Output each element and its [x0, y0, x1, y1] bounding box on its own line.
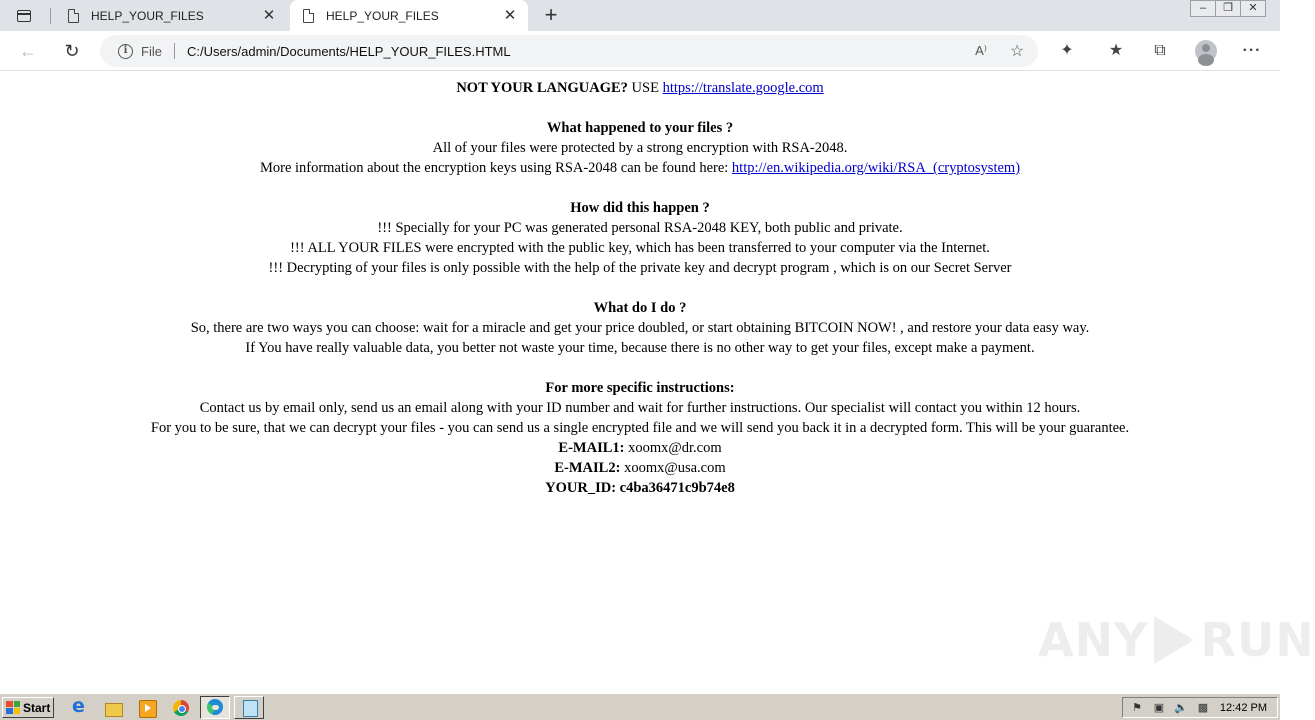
tab-actions-icon: [17, 10, 31, 22]
window-controls: [1191, 0, 1266, 18]
how-happened-text-3: !!! Decrypting of your files is only possible with the help of the private key and decrypt program , which is on our Secret Server: [268, 260, 1012, 276]
info-icon[interactable]: i: [118, 44, 133, 59]
file-explorer-icon[interactable]: [103, 698, 123, 718]
start-label: Start: [23, 700, 51, 715]
email1-line: [0, 438, 1280, 458]
language-line: [0, 78, 1280, 98]
email1-label: E-MAIL1:: [558, 440, 625, 456]
close-window-button[interactable]: ✕: [1240, 0, 1266, 17]
flag-icon[interactable]: ⚑: [1132, 701, 1142, 714]
reload-icon: ↻: [64, 41, 80, 61]
id-label: YOUR_ID:: [545, 480, 617, 496]
start-button[interactable]: [2, 697, 54, 718]
email2-line: [0, 458, 1280, 478]
page-content: [0, 78, 1280, 498]
file-icon: [68, 9, 79, 23]
email2-value: xoomx@usa.com: [620, 460, 726, 476]
favorites-icon[interactable]: ★: [1108, 42, 1124, 59]
minimize-button[interactable]: –: [1190, 0, 1216, 17]
edge-taskbar-button[interactable]: [200, 696, 230, 719]
how-happened-text-1: !!! Specially for your PC was generated personal RSA-2048 KEY, both public and private.: [377, 220, 903, 236]
what-do-text-1: So, there are two ways you can choose: wait for a miracle and get your price doubled, or start obtaining BITCOIN NOW! , and restore your data easy way.: [190, 320, 1090, 336]
what-happened-text-2-span: More information about the encryption keys using RSA-2048 can be found here:: [259, 160, 732, 176]
internet-explorer-icon[interactable]: [70, 698, 90, 718]
volume-icon[interactable]: 🔈: [1174, 701, 1188, 714]
watermark-right: RUN: [1200, 613, 1315, 667]
translate-link[interactable]: https://translate.google.com: [662, 80, 824, 96]
what-happened-heading: What happened to your files ?: [546, 120, 734, 136]
scheme-label: File: [141, 43, 162, 59]
system-tray: [1122, 697, 1278, 718]
close-tab-icon[interactable]: ✕: [503, 6, 517, 24]
tab-strip: [0, 0, 1280, 31]
play-icon: [1154, 616, 1194, 664]
restore-button[interactable]: ❐: [1215, 0, 1241, 17]
language-heading: NOT YOUR LANGUAGE?: [456, 80, 628, 96]
email1-value: xoomx@dr.com: [624, 440, 722, 456]
tab-help-your-files-1[interactable]: [55, 0, 287, 31]
wikipedia-link[interactable]: http://en.wikipedia.org/wiki/RSA_(cryptosystem): [731, 160, 1021, 176]
navigation-bar: [0, 31, 1280, 71]
id-line: [0, 478, 1280, 498]
what-happened-text-1: All of your files were protected by a strong encryption with RSA-2048.: [432, 140, 848, 156]
url-input[interactable]: C:/Users/admin/Documents/HELP_YOUR_FILES.HTML: [186, 43, 511, 59]
back-button[interactable]: [16, 39, 40, 63]
what-do-text-2: If You have really valuable data, you better not waste your time, because there is no other way to get your files, except make a payment.: [245, 340, 1035, 356]
tab-title: HELP_YOUR_FILES: [91, 8, 204, 23]
anyrun-watermark: [1038, 610, 1315, 670]
windows-flag-icon: [6, 701, 20, 714]
address-separator: [174, 43, 175, 59]
instructions-text-2: For you to be sure, that we can decrypt your files - you can send us a single encrypted file and we will send you back it in a decrypted form. This will be your guarantee.: [150, 420, 1130, 436]
close-tab-icon[interactable]: ✕: [262, 6, 276, 24]
notepad-taskbar-button[interactable]: [234, 696, 264, 719]
instructions-text-1: Contact us by email only, send us an email along with your ID number and wait for further instructions. Our specialist will contact you within 12 hours.: [199, 400, 1081, 416]
address-bar[interactable]: [100, 35, 1038, 67]
language-use-text: USE: [627, 80, 663, 96]
what-happened-text-2: [0, 158, 1280, 178]
media-player-icon[interactable]: [137, 698, 157, 718]
taskbar: [0, 693, 1280, 720]
id-value: c4ba36471c9b74e8: [616, 480, 735, 496]
collections-icon[interactable]: ⧉: [1154, 42, 1166, 59]
chrome-icon[interactable]: [171, 698, 191, 718]
tab-help-your-files-2[interactable]: [290, 0, 528, 31]
how-happened-text-2: !!! ALL YOUR FILES were encrypted with the public key, which has been transferred to your computer via the Internet.: [290, 240, 990, 256]
add-favorite-icon[interactable]: ☆: [1009, 43, 1025, 60]
more-menu-icon[interactable]: ···: [1242, 42, 1262, 59]
network-icon[interactable]: ▣: [1153, 701, 1165, 714]
instructions-heading: For more specific instructions:: [545, 380, 735, 396]
profile-avatar[interactable]: [1195, 40, 1217, 62]
tab-actions-button[interactable]: [10, 6, 38, 26]
file-icon: [303, 9, 314, 23]
read-aloud-icon[interactable]: A⁾: [975, 43, 987, 58]
tab-separator: [50, 8, 51, 24]
watermark-left: ANY: [1038, 613, 1149, 667]
extensions-icon[interactable]: ✦: [1060, 42, 1074, 59]
arrow-left-icon: ←: [19, 41, 37, 61]
new-tab-button[interactable]: +: [544, 2, 558, 27]
clock[interactable]: 12:42 PM: [1219, 701, 1267, 714]
reload-button[interactable]: [60, 39, 84, 63]
what-do-heading: What do I do ?: [593, 300, 687, 316]
tab-title: HELP_YOUR_FILES: [326, 8, 439, 23]
security-icon[interactable]: ▩: [1197, 701, 1209, 714]
how-happened-heading: How did this happen ?: [570, 200, 710, 216]
email2-label: E-MAIL2:: [554, 460, 621, 476]
